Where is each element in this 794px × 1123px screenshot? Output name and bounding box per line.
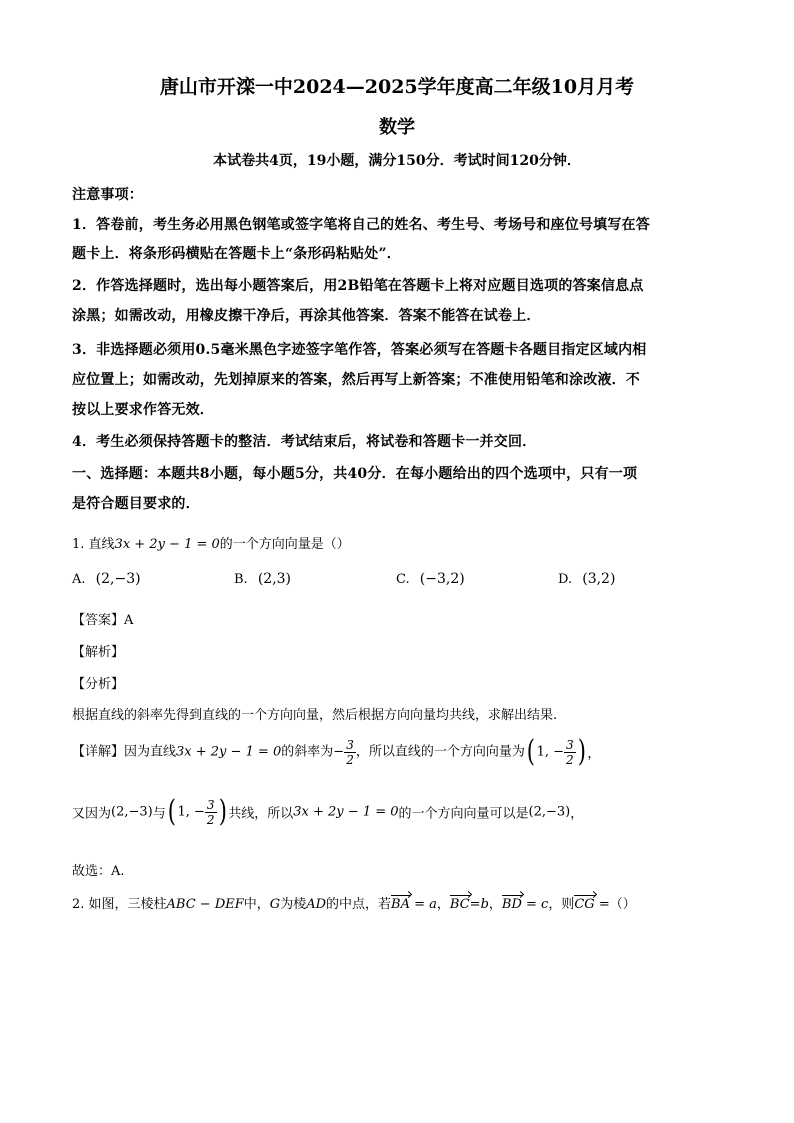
note-3a: 3．非选择题必须用0.5毫米黑色字迹签字笔作答，答案必须写在答题卡各题目指定区域内相 [72, 342, 647, 358]
option-d-label: D. [558, 572, 573, 587]
option-c-label: C. [396, 572, 410, 587]
option-c-value: (−3,2) [419, 571, 465, 587]
q1-stem [72, 533, 350, 552]
note-1a: 1．答卷前，考生务必用黑色钢笔或签字笔将自己的姓名、考生号、考场号和座位号填写在答 [72, 217, 650, 233]
option-d-value: (3,2) [582, 571, 616, 587]
note-2a: 2．作答选择题时，选出每小题答案后，用2B铅笔在答题卡上将对应题目选项的答案信息点 [72, 278, 644, 294]
q2-mid3: 的中点，若 [326, 897, 392, 912]
q1-option-d[interactable] [558, 571, 615, 587]
q1-equation: 3x + 2y − 1 = 0 [114, 537, 220, 552]
note-3b: 应位置上；如需改动，先划掉原来的答案，然后再写上新答案；不准使用铅笔和涂改液．不 [72, 372, 640, 388]
q2-mid2: 为棱 [280, 897, 307, 912]
detail-text-2: 的斜率为 [281, 744, 334, 760]
q2-stem [72, 893, 636, 912]
again-vector-1: (2,−3) [111, 804, 153, 820]
again-text-1: 又因为 [72, 806, 112, 822]
option-a-label: A. [72, 572, 86, 587]
q1-detail-line [72, 734, 601, 769]
direction-vector-lead: 1, − [536, 744, 564, 760]
direction-numerator: 3 [566, 737, 574, 752]
section1-line-b: 是符合题目要求的． [72, 496, 200, 512]
direction-denominator: 2 [566, 752, 574, 767]
left-paren-icon: ( [526, 734, 535, 769]
slope-denominator: 2 [346, 752, 354, 767]
q2-point-g: G [269, 897, 281, 912]
option-b-value: (2,3) [257, 571, 292, 587]
section1-line-a: 一、选择题：本题共8小题，每小题5分，共40分．在每小题给出的四个选项中，只有一项 [72, 466, 638, 482]
detail-label: 【详解】 [72, 744, 125, 760]
q1-prefix: 1. 直线 [72, 537, 115, 552]
q1-suffix: 的一个方向向量是（） [219, 537, 350, 552]
note-2b: 涂黑；如需改动，用橡皮擦干净后，再涂其他答案．答案不能答在试卷上． [72, 308, 541, 324]
note-1b: 题卡上．将条形码横贴在答题卡上“条形码粘贴处”． [72, 246, 401, 262]
answer-label: 【答案】 [72, 613, 125, 628]
left-paren-icon-2: ( [167, 794, 176, 829]
q2-prism: ABC − DEF [166, 897, 244, 912]
q2-comma-3: ，则 [548, 897, 575, 912]
q2-prefix: 2. 如图，三棱柱 [72, 897, 167, 912]
vector-cg: CG [574, 897, 595, 912]
again-text-5: ， [570, 806, 584, 822]
direction-fraction [564, 738, 576, 767]
vector-bc: BC [449, 897, 470, 912]
note-4: 4．考生必须保持答题卡的整洁．考试结束后，将试卷和答题卡一并交回． [72, 434, 537, 450]
q2-comma-1: ， [436, 897, 450, 912]
exam-intro: 本试卷共4页，19小题，满分150分．考试时间120分钟． [213, 153, 581, 169]
right-paren-icon-2: ) [218, 794, 227, 829]
again-fraction [205, 798, 217, 827]
again-text-3: 共线，所以 [228, 806, 294, 822]
vector-ba: BA [391, 897, 410, 912]
vector-bd-eq: = c [521, 897, 549, 912]
again-vector-2: (2,−3) [528, 804, 571, 820]
again-vector-lead: 1, − [177, 804, 205, 820]
slope-sign: − [333, 744, 345, 760]
again-text-4: 的一个方向向量可以是 [398, 806, 529, 822]
option-a-value: (2,−3) [95, 571, 141, 587]
q1-option-c[interactable] [396, 571, 465, 587]
q1-choice: 故选：A. [72, 864, 125, 879]
q1-answer [72, 609, 133, 628]
detail-text-1: 因为直线 [124, 744, 177, 760]
q1-option-b[interactable] [234, 571, 291, 587]
right-paren-icon: ) [577, 734, 586, 769]
answer-value: A [124, 613, 134, 628]
subject-title: 数学 [379, 117, 415, 138]
vector-ba-eq: = a [409, 897, 437, 912]
q2-edge-ad: AD [306, 897, 327, 912]
slope-numerator: 3 [346, 737, 354, 752]
q2-comma-2: ， [488, 897, 502, 912]
detail-equation: 3x + 2y − 1 = 0 [176, 744, 282, 760]
q1-fenxi: 根据直线的斜率先得到直线的一个方向向量，然后根据方向向量均共线，求解出结果. [72, 708, 558, 723]
detail-end: ， [587, 746, 601, 762]
vector-bc-eq: =b [469, 897, 489, 912]
detail-text-3: ，所以直线的一个方向向量为 [355, 744, 525, 760]
notes-heading: 注意事项： [72, 187, 143, 203]
q2-question: =（） [594, 897, 636, 912]
again-equation: 3x + 2y − 1 = 0 [293, 804, 399, 820]
note-3c: 按以上要求作答无效． [72, 402, 214, 418]
q1-analysis-label: 【解析】 [72, 645, 125, 660]
slope-fraction [344, 738, 356, 767]
q1-again-line [72, 794, 584, 829]
option-b-label: B. [234, 572, 248, 587]
again-text-2: 与 [152, 806, 166, 822]
again-numerator: 3 [206, 797, 215, 812]
again-denominator: 2 [206, 812, 215, 827]
q2-mid: 中， [243, 897, 270, 912]
q1-fenxi-label: 【分析】 [72, 677, 125, 692]
vector-bd: BD [501, 897, 522, 912]
page-title: 唐山市开滦一中2024—2025学年度高二年级10月月考 [159, 76, 635, 98]
q1-option-a[interactable] [72, 571, 141, 587]
